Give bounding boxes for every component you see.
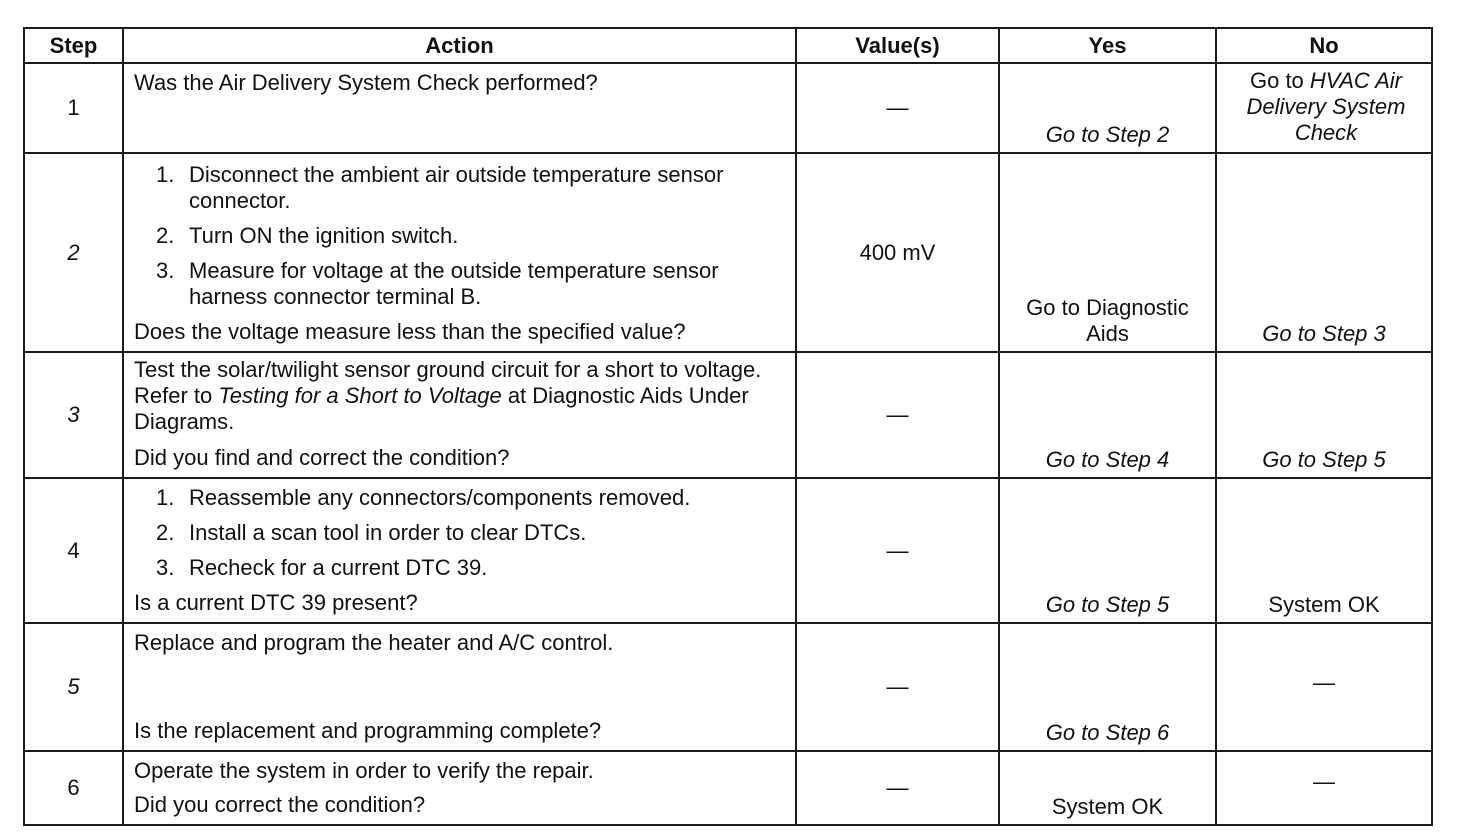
action-question: Is a current DTC 39 present?: [134, 590, 418, 615]
header-row: [24, 28, 1432, 63]
value-cell: 400 mV: [796, 153, 999, 352]
action-text: Was the Air Delivery System Check performed?: [134, 70, 598, 95]
table-row: [24, 63, 1432, 153]
header-no: No: [1216, 28, 1432, 63]
yes-cell: Go to Step 2: [999, 63, 1216, 153]
yes-cell: System OK: [999, 751, 1216, 825]
list-item: 1. Reassemble any connectors/components removed.: [156, 485, 691, 510]
no-text-plain: Go to: [1249, 68, 1310, 93]
no-cell: —: [1216, 623, 1432, 751]
table-row: [24, 751, 1432, 825]
action-cell: [123, 623, 796, 751]
action-cell: [123, 153, 796, 352]
action-text: Operate the system in order to verify the repair.: [134, 758, 594, 783]
action-question: Is the replacement and programming complete?: [134, 718, 602, 743]
no-cell: —: [1216, 751, 1432, 825]
yes-cell: Go to Diagnostic Aids: [999, 153, 1216, 352]
action-wrap: [134, 630, 785, 744]
header-step: Step: [24, 28, 123, 63]
no-text-italic: HVAC Air Delivery System Check: [1246, 68, 1406, 145]
yes-cell: Go to Step 4: [999, 352, 1216, 478]
table-row: [24, 153, 1432, 352]
action-question: Does the voltage measure less than the specified value?: [134, 319, 686, 344]
substep-list: [134, 485, 785, 581]
value-cell: —: [796, 751, 999, 825]
substep-list: [134, 162, 785, 310]
header-action: Action: [123, 28, 796, 63]
list-item: 2. Turn ON the ignition switch.: [156, 223, 459, 248]
header-yes: Yes: [999, 28, 1216, 63]
header-values: Value(s): [796, 28, 999, 63]
action-cell: [123, 751, 796, 825]
no-cell: Go to Step 3: [1216, 153, 1432, 352]
action-text: Replace and program the heater and A/C control.: [134, 630, 614, 655]
action-question: Did you correct the condition?: [134, 792, 426, 817]
list-item: 3. Measure for voltage at the outside temperature sensor harness connector terminal B.: [156, 258, 719, 309]
value-cell: —: [796, 623, 999, 751]
action-cell: [123, 478, 796, 623]
action-cell: [123, 63, 796, 153]
step-number: 4: [24, 478, 123, 623]
list-item: 1. Disconnect the ambient air outside temperature sensor connector.: [156, 162, 724, 213]
value-cell: —: [796, 478, 999, 623]
table-row: [24, 478, 1432, 623]
value-cell: —: [796, 352, 999, 478]
no-cell: Go to Step 5: [1216, 352, 1432, 478]
step-number: 2: [24, 153, 123, 352]
action-text: Test the solar/twilight sensor ground circuit for a short to voltage. Refer to Testing for a Short to Voltage at Diagnostic Aids Under Diagrams.: [134, 357, 762, 434]
value-cell: —: [796, 63, 999, 153]
list-item: 2. Install a scan tool in order to clear DTCs.: [156, 520, 587, 545]
yes-cell: Go to Step 5: [999, 478, 1216, 623]
step-number: 3: [24, 352, 123, 478]
diagnostic-table: [23, 27, 1433, 826]
no-cell: System OK: [1216, 478, 1432, 623]
action-cell: [123, 352, 796, 478]
yes-cell: Go to Step 6: [999, 623, 1216, 751]
table-row: [24, 352, 1432, 478]
list-item: 3. Recheck for a current DTC 39.: [156, 555, 488, 580]
step-number: 6: [24, 751, 123, 825]
no-cell: [1216, 63, 1432, 153]
table-row: [24, 623, 1432, 751]
action-question: Did you find and correct the condition?: [134, 445, 510, 470]
step-number: 1: [24, 63, 123, 153]
step-number: 5: [24, 623, 123, 751]
